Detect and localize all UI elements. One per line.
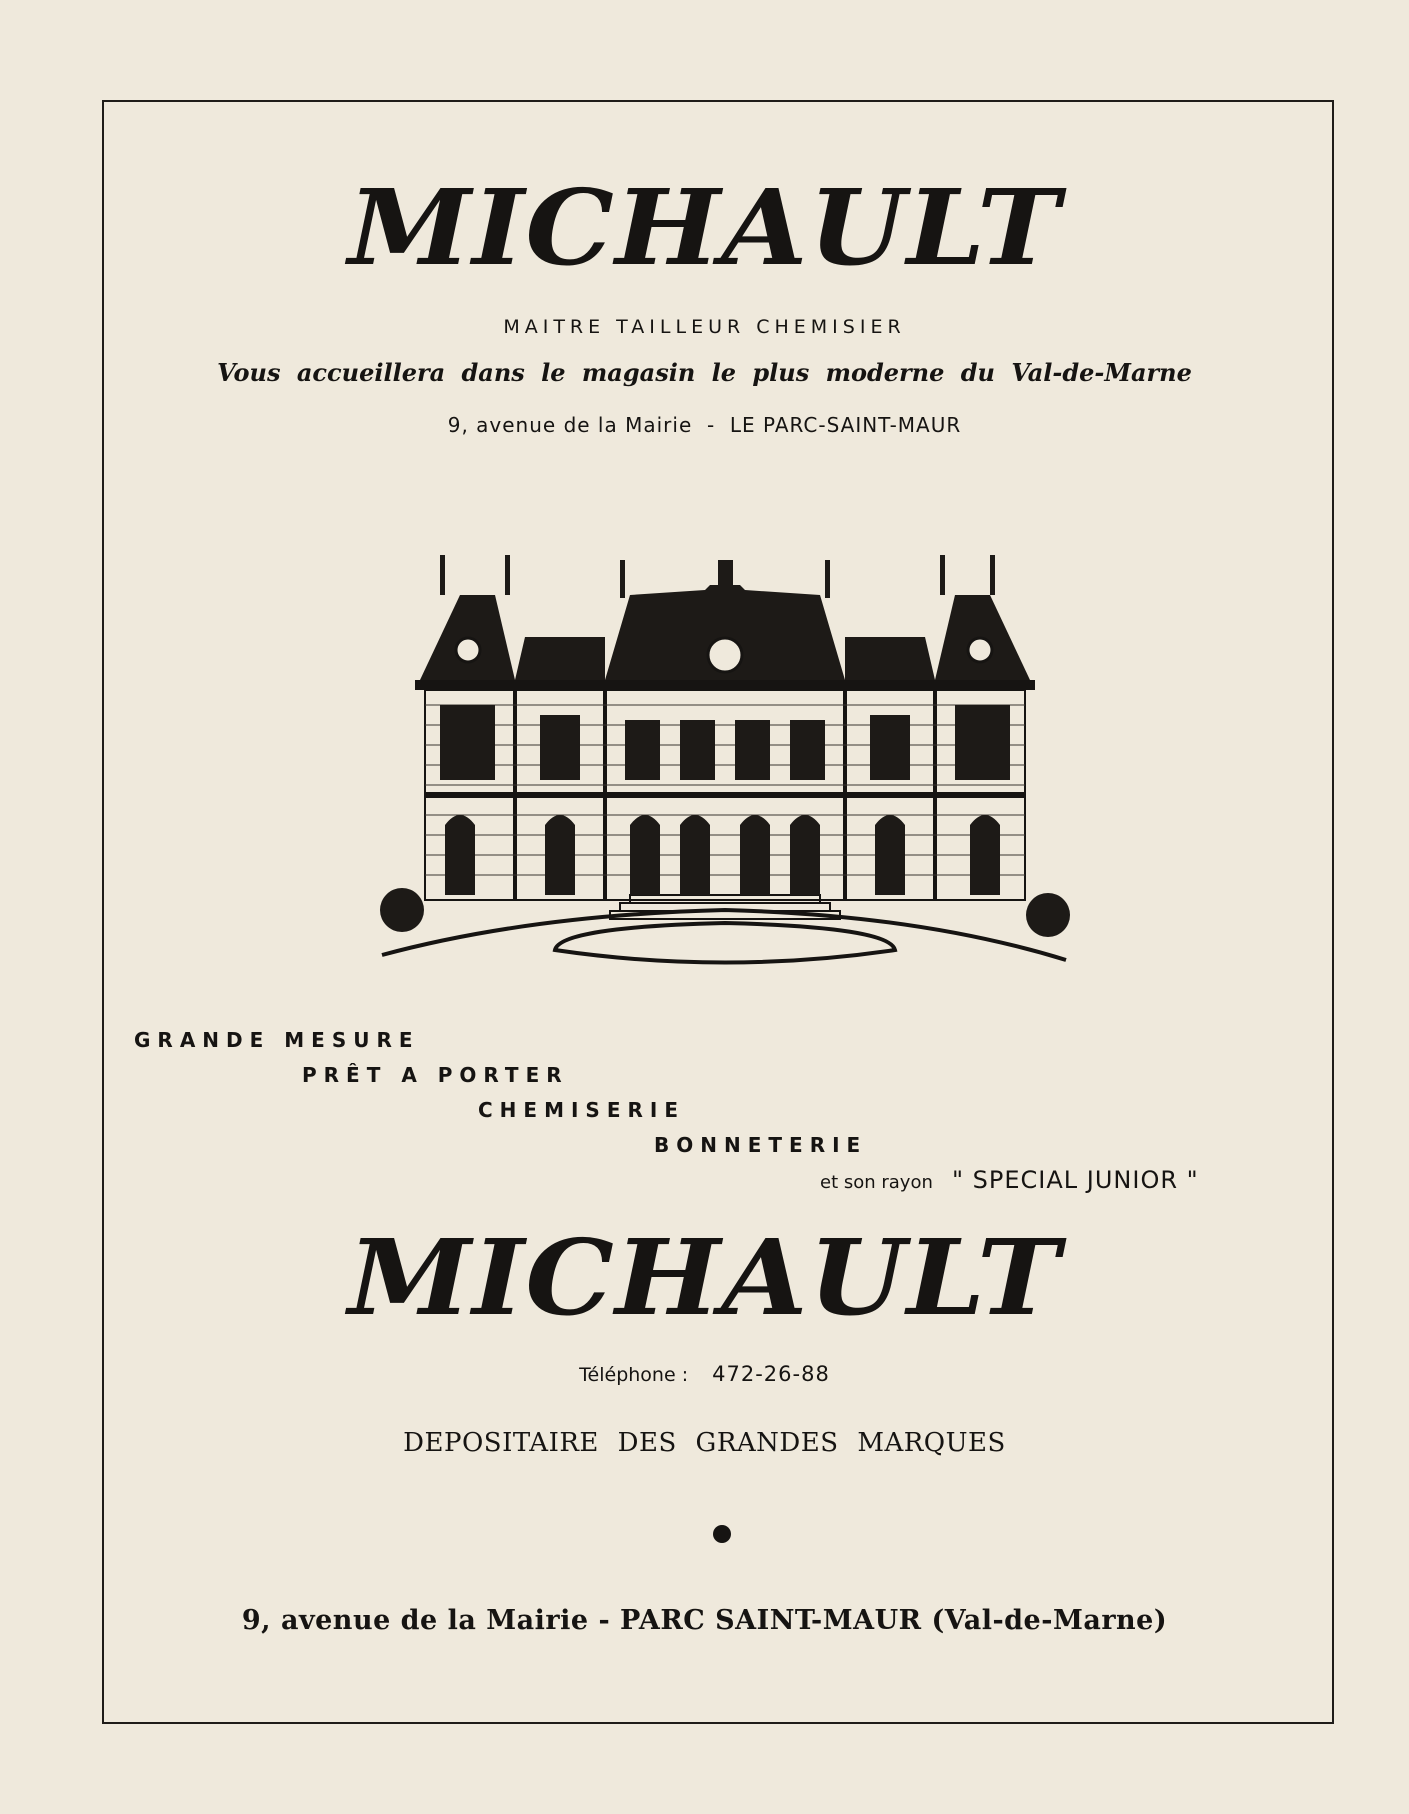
- depositaire: DEPOSITAIRE DES GRANDES MARQUES: [403, 1428, 1006, 1458]
- service-bonneterie: BONNETERIE: [654, 1133, 868, 1157]
- service-chemiserie: CHEMISERIE: [478, 1098, 685, 1122]
- rayon-line: [820, 1166, 1199, 1194]
- header-brand-wrap: [0, 166, 1409, 289]
- phone-label: Téléphone :: [579, 1364, 689, 1386]
- tagline: Vous accueillera dans le magasin le plus moderne du Val-de-Marne: [217, 358, 1192, 387]
- service-pret-a-porter: PRÊT A PORTER: [302, 1063, 569, 1087]
- subtitle: MAITRE TAILLEUR CHEMISIER: [503, 316, 906, 338]
- brand-logo-bottom: MICHAULT: [348, 1216, 1061, 1339]
- ornament-dot: [713, 1525, 731, 1543]
- service-grande-mesure: GRANDE MESURE: [134, 1028, 420, 1052]
- phone-number: 472-26-88: [712, 1362, 830, 1386]
- phone-line: [0, 1362, 1409, 1386]
- footer-brand-wrap: [0, 1216, 1409, 1339]
- brand-logo-top: MICHAULT: [348, 166, 1061, 289]
- building-illustration: [380, 555, 1070, 975]
- header-address: 9, avenue de la Mairie - LE PARC-SAINT-MAUR: [447, 413, 962, 437]
- rayon-prefix: et son rayon: [820, 1172, 933, 1193]
- footer-address: 9, avenue de la Mairie - PARC SAINT-MAUR (Val-de-Marne): [241, 1605, 1168, 1636]
- rayon-name: " SPECIAL JUNIOR ": [951, 1166, 1199, 1194]
